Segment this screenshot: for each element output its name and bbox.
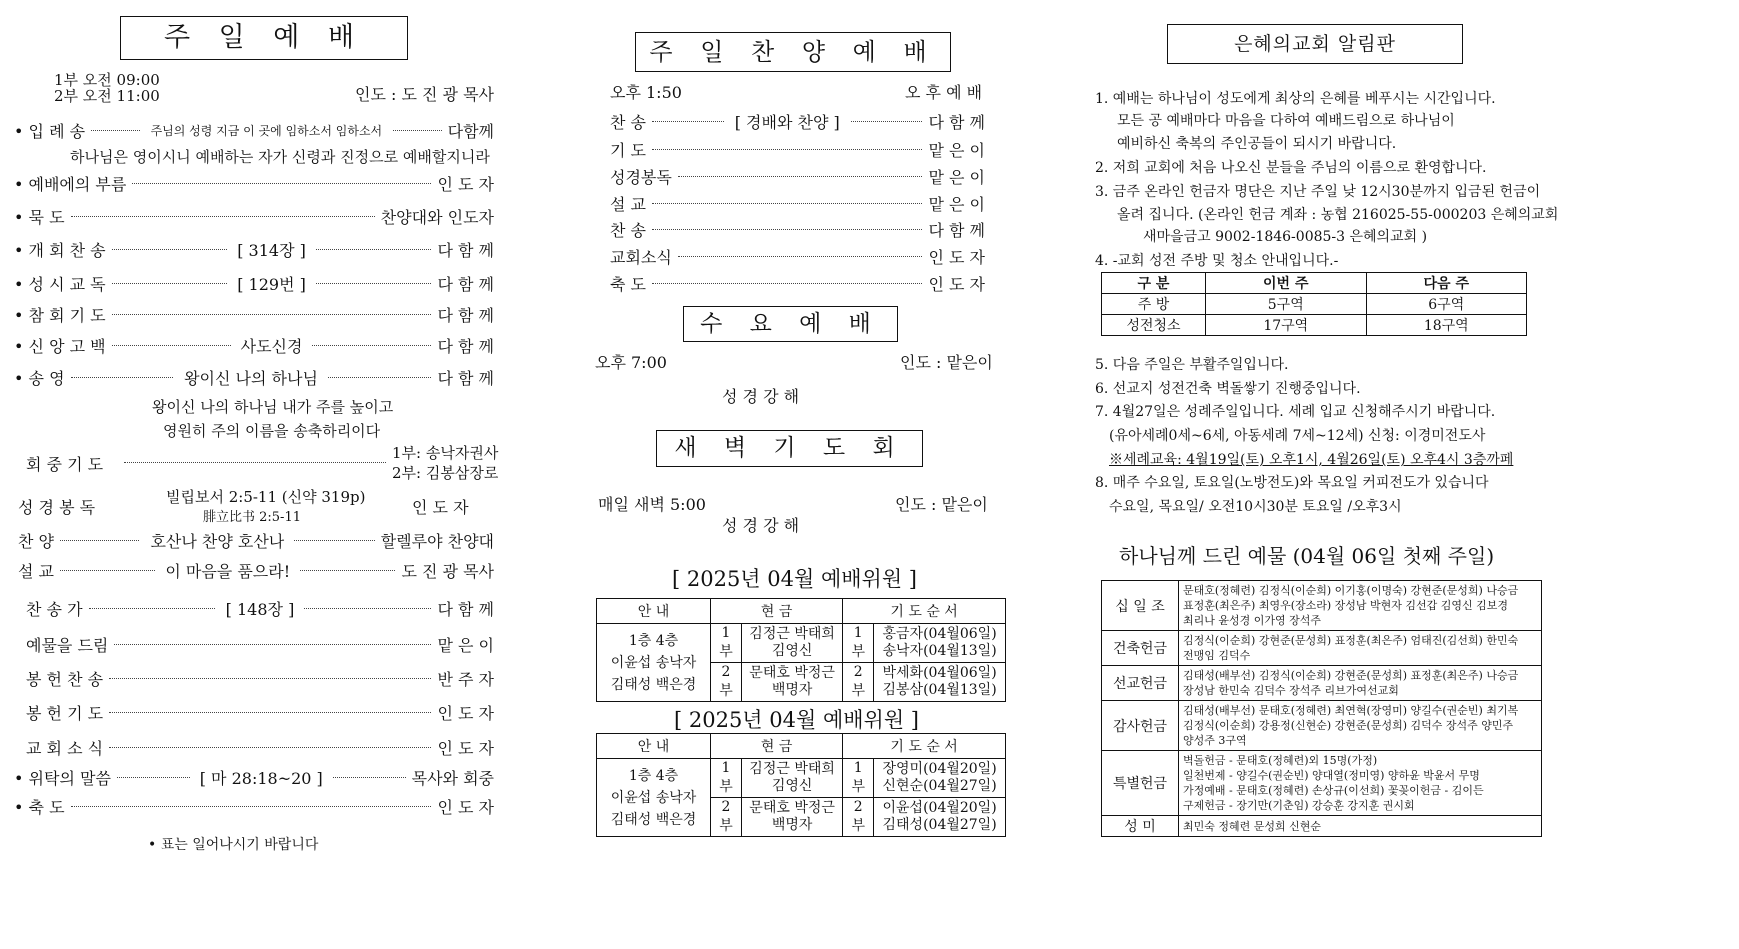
offering-row	[1102, 581, 1542, 631]
service-item-label: • 입 례 송	[14, 121, 86, 141]
guide-names: 김태성 백은경	[610, 676, 697, 693]
dawn-prayer-title: 새 벽 기 도 회	[656, 430, 923, 467]
service-item-leader: 다 함 께	[437, 240, 494, 260]
service-item-detail: 주님의 성령 지금 이 곳에 임하소서 임하소서	[91, 122, 442, 139]
praise-item-label: 찬 송	[610, 112, 646, 132]
guide-names: 김태성 백은경	[610, 811, 697, 828]
notice-1c: 예비하신 축복의 주인공들이 되시기 바랍니다.	[1117, 136, 1397, 152]
service-item-label: • 송 영	[14, 368, 65, 388]
offering-row	[1102, 631, 1542, 666]
praise-service-title: 주 일 찬 양 예 배	[635, 32, 951, 72]
cleaning-header: 구 분	[1102, 273, 1206, 294]
service-item-leader: 인 도 자	[437, 738, 494, 758]
notice-1b: 모든 공 예배마다 마음을 다하여 예배드림으로 하나님이	[1117, 113, 1455, 129]
offering-part: 1부	[711, 624, 742, 663]
service-item-row	[14, 364, 494, 390]
cleaning-header: 이번 주	[1206, 273, 1367, 294]
cleaning-cell: 5구역	[1206, 294, 1367, 315]
offering-title: 하나님께 드린 예물 (04월 06일 첫째 주일)	[1119, 544, 1495, 568]
notice-8b: 수요일, 목요일/ 오전10시30분 토요일 /오후3시	[1109, 499, 1402, 515]
service-item-leader: 다 함 께	[437, 336, 494, 356]
blessing-by: 인 도 자	[437, 797, 494, 817]
song-lyrics-line2: 영원히 주의 이름을 송축하리이다	[163, 422, 381, 440]
service-item-row	[14, 170, 494, 196]
praise-item-label: 설 교	[610, 194, 646, 214]
wednesday-service-leader: 인도 : 맡은이	[900, 353, 993, 372]
sunday-service-column	[0, 0, 580, 949]
offering-row	[1102, 751, 1542, 816]
committee-header-row	[597, 734, 1006, 759]
header-guide: 안 내	[597, 599, 711, 624]
offering-category: 감사헌금	[1102, 701, 1179, 751]
prayer-names: 장영미(04월20일) 신현순(04월27일)	[874, 759, 1006, 798]
committee-table-first	[596, 598, 1006, 702]
service-item-leader: 인 도 자	[437, 174, 494, 194]
scripture-reference-chinese: 腓立比书 2:5-11	[203, 510, 301, 525]
service-item-label: 봉 헌 기 도	[26, 703, 104, 723]
praise-item-label: 기 도	[610, 140, 646, 160]
service-item-row	[14, 236, 494, 262]
commission-by: 목사와 회중	[411, 768, 494, 788]
praise-item-leader: 맡 은 이	[928, 194, 985, 214]
service-item-leader: 찬양대와 인도자	[380, 207, 494, 227]
guide-cell	[597, 624, 711, 702]
committee-row	[597, 759, 1006, 798]
notice-6: 6. 선교지 성전건축 벽돌쌓기 진행중입니다.	[1095, 381, 1361, 397]
service-item-leader: 다 함 께	[437, 305, 494, 325]
wednesday-service-content: 성 경 강 해	[722, 387, 800, 406]
wednesday-service-title: 수 요 예 배	[683, 306, 898, 342]
notice-7c: ※세례교육: 4월19일(토) 오후1시, 4월26일(토) 오후4시 3층까페	[1109, 452, 1514, 468]
service-item-label: • 참 회 기 도	[14, 305, 106, 325]
cleaning-cell: 17구역	[1206, 315, 1367, 336]
service-item-row	[14, 332, 494, 358]
service-item-leader: 반 주 자	[437, 669, 494, 689]
notice-7b: (유아세례0세~6세, 아동세례 7세~12세) 신청: 이경미전도사	[1109, 428, 1486, 444]
offering-row	[1102, 701, 1542, 751]
service-item-label: • 개 회 찬 송	[14, 240, 106, 260]
service-item-label: • 성 시 교 독	[14, 274, 106, 294]
first-service-time: 1부 오전 09:00	[54, 71, 160, 89]
praise-song: 호산나 찬양 호산나	[140, 529, 294, 552]
prayer-leader-line	[124, 462, 386, 463]
service-item-leader: 다 함 께	[437, 599, 494, 619]
cleaning-cell: 주 방	[1102, 294, 1206, 315]
praise-item-row	[610, 108, 985, 134]
cleaning-row	[1102, 294, 1527, 315]
service-item-row	[26, 595, 494, 621]
prayer-part: 1부	[843, 624, 874, 663]
praise-item-label: 축 도	[610, 274, 646, 294]
offering-row	[1102, 816, 1542, 837]
praise-service-type: 오 후 예 배	[905, 83, 983, 102]
offering-names: 김정근 박태희 김영신	[742, 624, 843, 663]
praise-item-row	[610, 163, 985, 189]
praise-item-leader: 다 함 께	[928, 220, 985, 240]
cleaning-cell: 성전청소	[1102, 315, 1206, 336]
cleaning-schedule-table	[1101, 272, 1527, 336]
service-item-detail: [ 148장 ]	[89, 597, 432, 620]
notice-3a: 3. 금주 온라인 헌금자 명단은 지난 주일 낮 12시30분까지 입금된 헌금이	[1095, 184, 1541, 200]
offering-givers: 문태호(정혜련) 김정식(이순희) 이기홍(이명숙) 강현준(문성희) 나승금 표정훈(최은주) 최영우(장소라) 장성남 박현자 김선갑 김영신 김보경 최리나 윤성경 이가영 장석주	[1179, 581, 1542, 631]
praise-performer: 할렐루야 찬양대	[380, 531, 494, 551]
prayer-names: 이윤섭(04월20일) 김태성(04월27일)	[874, 798, 1006, 837]
offering-part: 1부	[711, 759, 742, 798]
notice-7a: 7. 4월27일은 성례주일입니다. 세례 입교 신청해주시기 바랍니다.	[1095, 404, 1496, 420]
service-item-leader: 다 함 께	[437, 368, 494, 388]
guide-names: 1층 4층	[628, 632, 679, 649]
service-item-leader: 인 도 자	[437, 703, 494, 723]
header-offering: 현 금	[711, 734, 843, 759]
blessing-row	[14, 793, 494, 819]
commission-verse: [ 마 28:18~20 ]	[190, 766, 333, 789]
notice-3c: 새마을금고 9002-1846-0085-3 은혜의교회 )	[1143, 229, 1428, 245]
bulletin-board-title: 은혜의교회 알림판	[1167, 24, 1463, 64]
offering-category: 건축헌금	[1102, 631, 1179, 666]
notice-2: 2. 저희 교회에 처음 나오신 분들을 주님의 이름으로 환영합니다.	[1095, 160, 1487, 176]
second-service-time: 2부 오전 11:00	[54, 87, 160, 105]
offering-givers: 김태성(배부선) 문태호(정혜련) 최연혁(장영미) 양길수(권순빈) 최기복 김정식(이순희) 강용정(신현순) 강현준(문성희) 김덕수 장석주 양민주 양성주 3구역	[1179, 701, 1542, 751]
offering-category: 특별헌금	[1102, 751, 1179, 816]
intro-verse: 하나님은 영이시니 예배하는 자가 신령과 진정으로 예배할지니라	[70, 148, 490, 166]
offering-category: 선교헌금	[1102, 666, 1179, 701]
praise-item-label: 교회소식	[610, 247, 672, 267]
notice-8a: 8. 매주 수요일, 토요일(노방전도)와 목요일 커피전도가 있습니다	[1095, 475, 1489, 491]
sermon-label: 설 교	[18, 561, 54, 581]
prayer-leader-first: 1부: 송낙자권사	[392, 444, 499, 462]
congregational-prayer-label: 회 중 기 도	[26, 455, 104, 474]
service-item-row	[14, 203, 494, 229]
praise-label: 찬 양	[18, 531, 54, 551]
notice-4: 4. -교회 성전 주방 및 청소 안내입니다.-	[1095, 253, 1339, 269]
offering-names: 문태호 박정근 백명자	[742, 663, 843, 702]
prayer-leader-second: 2부: 김봉삼장로	[392, 464, 499, 482]
praise-item-row	[610, 270, 985, 296]
afternoon-services-column	[595, 0, 1130, 949]
dawn-prayer-time: 매일 새벽 5:00	[598, 495, 706, 514]
service-item-label: 예물을 드림	[26, 635, 109, 655]
offering-part: 2부	[711, 798, 742, 837]
dawn-prayer-content: 성 경 강 해	[722, 516, 800, 535]
guide-names: 1층 4층	[628, 767, 679, 784]
service-item-row	[26, 665, 494, 691]
header-prayer: 기 도 순 서	[843, 599, 1006, 624]
praise-item-row	[610, 190, 985, 216]
praise-item-row	[610, 136, 985, 162]
dawn-prayer-leader: 인도 : 맡은이	[895, 495, 988, 514]
sermon-row	[18, 557, 494, 583]
prayer-names: 박세화(04월06일) 김봉삼(04월13일)	[874, 663, 1006, 702]
service-item-row	[14, 301, 494, 327]
praise-item-label: 성경봉독	[610, 167, 672, 187]
offering-givers: 최민숙 정혜련 문성희 신현순	[1179, 816, 1542, 837]
guide-names: 이윤섭 송낙자	[610, 654, 697, 671]
notice-5: 5. 다음 주일은 부활주일입니다.	[1095, 357, 1289, 373]
praise-item-row	[610, 216, 985, 242]
commission-label: • 위탁의 말씀	[14, 768, 111, 788]
service-leader: 인도 : 도 진 광 목사	[355, 85, 495, 104]
cleaning-header-row	[1102, 273, 1527, 294]
offering-category: 성 미	[1102, 816, 1179, 837]
commission-row	[14, 764, 494, 790]
offering-row	[1102, 666, 1542, 701]
offering-givers: 김태성(배부선) 김정식(이순희) 강현준(문성희) 표정훈(최은주) 나승금 장성남 한민숙 김덕수 장석주 리브가여선교회	[1179, 666, 1542, 701]
header-guide: 안 내	[597, 734, 711, 759]
service-item-row	[14, 270, 494, 296]
prayer-names: 홍금자(04월06일) 송낙자(04월13일)	[874, 624, 1006, 663]
committee-title-first: [ 2025년 04월 예배위원 ]	[672, 567, 917, 591]
service-item-label: 찬 송 가	[26, 599, 83, 619]
service-item-label: 봉 헌 찬 송	[26, 669, 104, 689]
praise-item-row	[610, 243, 985, 269]
guide-names: 이윤섭 송낙자	[610, 789, 697, 806]
praise-item-leader: 인 도 자	[928, 274, 985, 294]
service-item-detail: 사도신경	[112, 334, 432, 357]
bulletin-board-column	[1095, 0, 1739, 949]
prayer-part: 1부	[843, 759, 874, 798]
service-item-leader: 맡 은 이	[437, 635, 494, 655]
service-item-label: 교 회 소 식	[26, 738, 104, 758]
notice-1a: 1. 예배는 하나님이 성도에게 최상의 은혜를 베푸시는 시간입니다.	[1095, 91, 1496, 107]
service-item-row	[26, 699, 494, 725]
prayer-part: 2부	[843, 663, 874, 702]
offering-category: 십 일 조	[1102, 581, 1179, 631]
praise-item-leader: 맡 은 이	[928, 140, 985, 160]
standing-footnote: • 표는 일어나시기 바랍니다	[148, 837, 319, 853]
committee-row	[597, 624, 1006, 663]
praise-row	[18, 527, 494, 553]
wednesday-service-time: 오후 7:00	[595, 353, 667, 372]
service-item-row	[26, 734, 494, 760]
praise-item-detail: [ 경배와 찬양 ]	[652, 110, 922, 133]
notice-3b: 올려 집니다. (온라인 헌금 계좌 : 농협 216025-55-000203 은혜의교회	[1117, 207, 1559, 223]
scripture-label: 성 경 봉 독	[18, 498, 96, 517]
service-item-detail: [ 129번 ]	[112, 272, 432, 295]
offering-part: 2부	[711, 663, 742, 702]
service-item-row	[26, 631, 494, 657]
sunday-service-title: 주 일 예 배	[120, 16, 408, 60]
scripture-reader: 인 도 자	[412, 498, 469, 517]
praise-service-time: 오후 1:50	[610, 83, 682, 102]
header-offering: 현 금	[711, 599, 843, 624]
offering-givers: 김정식(이순희) 강현준(문성희) 표정훈(최은주) 엄태진(김선희) 한민숙 전맹임 김덕수	[1179, 631, 1542, 666]
praise-item-leader: 다 함 께	[928, 112, 985, 132]
cleaning-header: 다음 주	[1366, 273, 1527, 294]
offering-table	[1101, 580, 1542, 837]
committee-title-second: [ 2025년 04월 예배위원 ]	[674, 708, 919, 732]
song-lyrics-line1: 왕이신 나의 하나님 내가 주를 높이고	[152, 398, 394, 416]
committee-table-second	[596, 733, 1006, 837]
praise-item-label: 찬 송	[610, 220, 646, 240]
cleaning-cell: 6구역	[1366, 294, 1527, 315]
prayer-part: 2부	[843, 798, 874, 837]
cleaning-cell: 18구역	[1366, 315, 1527, 336]
service-item-label: • 묵 도	[14, 207, 65, 227]
service-item-detail: 왕이신 나의 하나님	[71, 366, 432, 389]
offering-names: 문태호 박정근 백명자	[742, 798, 843, 837]
praise-item-leader: 인 도 자	[928, 247, 985, 267]
offering-givers: 벽돌헌금 - 문태호(정혜련)외 15명(가정) 일천번제 - 양길수(권순빈) 양대열(정미영) 양하윤 박윤서 무명 가정예배 - 문태호(정혜련) 손상규(이선희) 꽃꽂이헌금 - 김이든 구제헌금 - 장기만(기춘임) 강승훈 강지훈 권시회	[1179, 751, 1542, 816]
service-item-row	[14, 117, 494, 143]
committee-header-row	[597, 599, 1006, 624]
service-item-detail: [ 314장 ]	[112, 238, 432, 261]
blessing-label: • 축 도	[14, 797, 65, 817]
praise-item-leader: 맡 은 이	[928, 167, 985, 187]
preacher: 도 진 광 목사	[401, 561, 494, 581]
service-item-label: • 신 앙 고 백	[14, 336, 106, 356]
service-item-leader: 다 함 께	[437, 274, 494, 294]
service-item-label: • 예배에의 부름	[14, 174, 127, 194]
cleaning-row	[1102, 315, 1527, 336]
guide-cell	[597, 759, 711, 837]
sermon-title: 이 마음을 품으라!	[155, 559, 300, 582]
header-prayer: 기 도 순 서	[843, 734, 1006, 759]
service-item-leader: 다함께	[447, 121, 494, 141]
scripture-reference: 빌립보서 2:5-11 (신약 319p)	[166, 488, 366, 506]
offering-names: 김정근 박태희 김영신	[742, 759, 843, 798]
